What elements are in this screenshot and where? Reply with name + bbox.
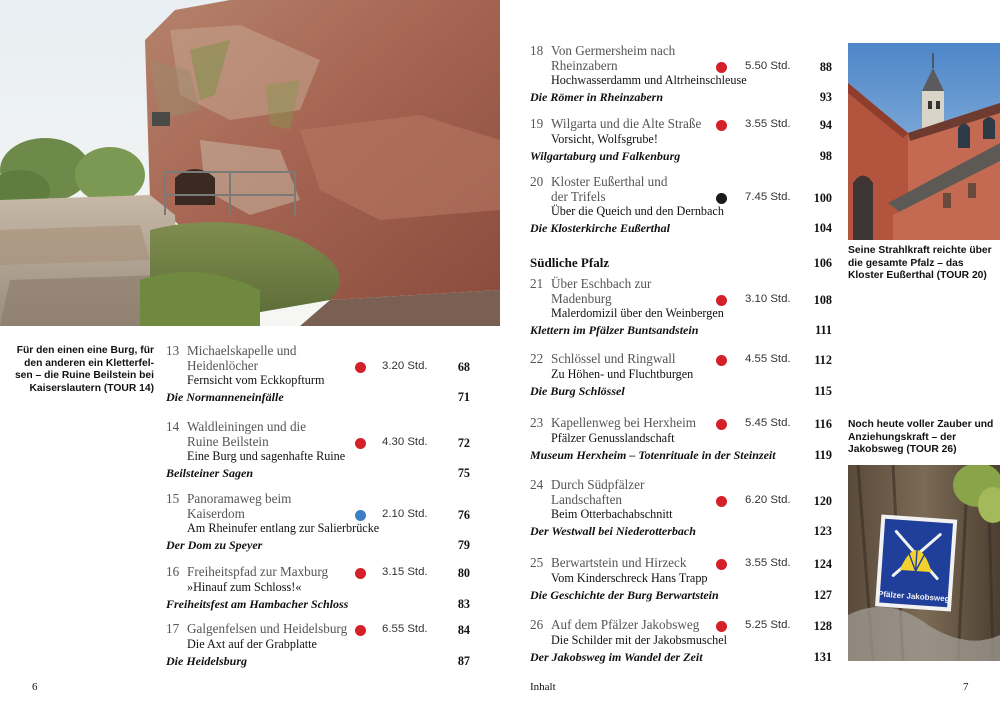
tour-page[interactable]: 68 — [457, 359, 470, 374]
tour-title-line: Kaiserdom — [187, 505, 245, 521]
difficulty-dot-red — [355, 625, 366, 636]
tour-title-line: Waldleiningen und die — [187, 419, 307, 434]
tour-number: 21 — [530, 276, 544, 291]
difficulty-dot-blue — [355, 510, 366, 521]
photo-caption-jakobsweg: Noch heute voller Zauber und Anziehungskraft – der Jakobsweg (TOUR 26) — [848, 419, 994, 455]
tour-subtitle: Malerdomizil über den Weinbergen — [551, 306, 724, 321]
tour-duration: 6.20 Std. — [745, 493, 791, 506]
tour-number: 15 — [166, 491, 180, 506]
tour-subtitle: »Hinauf zum Schloss!« — [187, 579, 302, 594]
tour-subtitle: Die Axt auf der Grabplatte — [187, 636, 317, 651]
tour-number: 22 — [530, 351, 544, 366]
section-heading-suedliche-pfalz: Südliche Pfalz — [530, 255, 610, 270]
difficulty-dot-red — [716, 295, 727, 306]
tour-number: 26 — [530, 617, 544, 632]
tour-title-line: Von Germersheim nach — [551, 43, 676, 58]
difficulty-dot-red — [716, 496, 727, 507]
photo-jakobsweg-sign — [848, 465, 1000, 661]
tour-story-page[interactable]: 79 — [457, 538, 470, 553]
tour-story-page[interactable]: 83 — [457, 596, 470, 611]
tour-subtitle: Vorsicht, Wolfsgrube! — [551, 131, 658, 146]
tour-duration: 3.55 Std. — [745, 118, 791, 130]
tour-title-line: Schlössel und Ringwall — [551, 351, 676, 366]
tour-title-line: Über Eschbach zur — [551, 276, 652, 291]
tour-story-title[interactable]: Die Normanneneinfälle — [166, 390, 284, 405]
tour-page[interactable]: 124 — [813, 557, 832, 571]
tour-subtitle: Am Rheinufer entlang zur Salierbrücke — [187, 521, 380, 536]
tour-duration: 5.25 Std. — [745, 619, 791, 631]
tour-duration: 2.10 Std. — [382, 507, 428, 520]
tour-title-line: Madenburg — [551, 290, 612, 306]
difficulty-dot-red — [716, 621, 727, 632]
tour-duration: 3.55 Std. — [745, 557, 791, 569]
tour-page[interactable]: 100 — [813, 190, 832, 205]
difficulty-dot-red — [716, 419, 727, 430]
tour-duration: 7.45 Std. — [745, 190, 791, 203]
tour-story-page[interactable]: 127 — [813, 587, 832, 602]
tour-title-line: Kloster Eußerthal und — [551, 174, 668, 189]
tour-number: 14 — [166, 419, 180, 434]
tour-story-title[interactable]: Museum Herxheim – Totenrituale in der Steinzeit — [530, 447, 776, 462]
tour-page[interactable]: 120 — [813, 493, 832, 508]
tour-number: 16 — [166, 564, 180, 579]
tour-duration: 6.55 Std. — [382, 623, 428, 635]
photo-caption-kloster: Seine Strahlkraft reichte über die gesamte Pfalz – das Kloster Eußerthal (TOUR 20) — [848, 245, 992, 281]
tour-story-page[interactable]: 93 — [819, 90, 832, 105]
tour-story-page[interactable]: 115 — [814, 383, 832, 398]
tour-title-line: Ruine Beilstein — [187, 433, 269, 449]
tour-title-line: Freiheitspfad zur Maxburg — [187, 564, 329, 579]
tour-page[interactable]: 116 — [814, 417, 832, 431]
tour-duration: 3.20 Std. — [382, 359, 428, 372]
tour-story-title[interactable]: Der Jakobsweg im Wandel der Zeit — [530, 649, 703, 664]
difficulty-dot-red — [355, 568, 366, 579]
photo-kloster-eusserthal — [848, 43, 1000, 240]
tour-duration: 4.55 Std. — [745, 353, 791, 365]
tour-story-page[interactable]: 71 — [457, 390, 470, 405]
sign-label: Pfälzer Jakobsweg — [877, 589, 950, 604]
tour-subtitle: Fernsicht vom Eckkopfturm — [187, 373, 325, 388]
difficulty-dot-red — [716, 62, 727, 73]
tour-page[interactable]: 128 — [813, 619, 832, 633]
tour-title-line: Heidenlöcher — [187, 357, 259, 373]
tour-duration: 5.45 Std. — [745, 417, 791, 429]
tour-page[interactable]: 84 — [457, 623, 470, 637]
tour-title-line: Berwartstein und Hirzeck — [551, 555, 687, 570]
page-number-left: 6 — [32, 681, 38, 693]
tour-title-line: Landschaften — [551, 491, 623, 507]
tour-story-title[interactable]: Klettern im Pfälzer Buntsandstein — [530, 323, 699, 338]
running-footer: Inhalt — [530, 681, 556, 693]
tour-story-page[interactable]: 131 — [813, 649, 832, 664]
tour-page[interactable]: 94 — [819, 118, 832, 132]
tour-title-line: Auf dem Pfälzer Jakobsweg — [551, 617, 700, 632]
difficulty-dot-red — [355, 438, 366, 449]
tour-number: 17 — [166, 621, 180, 636]
tour-title-line: Galgenfelsen und Heidelsburg — [187, 621, 348, 636]
tour-story-title[interactable]: Die Geschichte der Burg Berwartstein — [530, 587, 719, 602]
photo-ruine-beilstein — [0, 0, 500, 326]
tour-number: 13 — [166, 343, 180, 358]
tour-subtitle: Eine Burg und sagenhafte Ruine — [187, 449, 346, 464]
tour-title-line: Wilgarta und die Alte Straße — [551, 116, 702, 131]
tour-page[interactable]: 80 — [457, 566, 470, 580]
tour-story-page[interactable]: 104 — [813, 221, 832, 236]
difficulty-dot-red — [716, 355, 727, 366]
tour-story-page[interactable]: 111 — [815, 323, 832, 338]
tour-subtitle: Zu Höhen- und Fluchtburgen — [551, 366, 694, 381]
tour-story-title[interactable]: Wilgartaburg und Falkenburg — [530, 148, 681, 163]
tour-story-title[interactable]: Die Römer in Rheinzabern — [530, 90, 664, 105]
tour-story-page[interactable]: 98 — [819, 148, 832, 163]
tour-subtitle: Vom Kinderschreck Hans Trapp — [551, 570, 708, 585]
tour-number: 25 — [530, 555, 544, 570]
tour-title-line: der Trifels — [551, 188, 606, 204]
tour-title-line: Rheinzabern — [551, 57, 618, 73]
tour-story-title[interactable]: Die Burg Schlössel — [530, 383, 625, 398]
tour-number: 20 — [530, 174, 544, 189]
tour-number: 18 — [530, 43, 544, 58]
tour-story-title[interactable]: Die Heidelsburg — [166, 653, 247, 668]
difficulty-dot-red — [355, 362, 366, 373]
tour-title-line: Panoramaweg beim — [187, 491, 292, 506]
tour-number: 24 — [530, 477, 544, 492]
tour-subtitle: Über die Queich und den Dernbach — [551, 204, 724, 219]
tour-subtitle: Hochwasserdamm und Altrheinschleuse — [551, 73, 747, 88]
tour-duration: 3.15 Std. — [382, 566, 428, 578]
tour-story-title[interactable]: Der Dom zu Speyer — [166, 538, 263, 553]
tour-story-page[interactable]: 119 — [814, 447, 832, 462]
tour-story-title[interactable]: Beilsteiner Sagen — [166, 466, 254, 481]
tour-story-title[interactable]: Der Westwall bei Niederotterbach — [530, 524, 696, 539]
tour-story-title[interactable]: Die Klosterkirche Eußerthal — [530, 221, 671, 236]
tour-duration: 5.50 Std. — [745, 59, 791, 72]
tour-page[interactable]: 88 — [819, 59, 832, 74]
tour-subtitle: Beim Otterbachabschnitt — [551, 507, 673, 522]
tour-subtitle: Pfälzer Genusslandschaft — [551, 430, 675, 445]
tour-page[interactable]: 72 — [457, 435, 470, 450]
tour-page[interactable]: 108 — [813, 292, 832, 307]
tour-page[interactable]: 112 — [814, 353, 832, 367]
tour-number: 23 — [530, 415, 544, 430]
tour-story-page[interactable]: 75 — [457, 466, 470, 481]
tour-duration: 3.10 Std. — [745, 292, 791, 305]
tour-number: 19 — [530, 116, 544, 131]
difficulty-dot-black — [716, 193, 727, 204]
tour-page[interactable]: 76 — [457, 507, 470, 522]
photo-caption-left: Für den einen eine Burg, für den anderen ein Kletterfel-sen – die Ruine Beilstein bei Kaiserslautern (TOUR 14) — [14, 345, 154, 394]
tour-title-line: Durch Südpfälzer — [551, 477, 645, 492]
tour-story-page[interactable]: 123 — [813, 524, 832, 539]
difficulty-dot-red — [716, 120, 727, 131]
tour-story-title[interactable]: Freiheitsfest am Hambacher Schloss — [166, 596, 349, 611]
page-number-right: 7 — [963, 681, 969, 693]
tour-title-line: Kapellenweg bei Herxheim — [551, 415, 697, 430]
difficulty-dot-red — [716, 559, 727, 570]
tour-title-line: Michaelskapelle und — [187, 343, 297, 358]
tour-story-page[interactable]: 87 — [457, 653, 470, 668]
tour-duration: 4.30 Std. — [382, 435, 428, 448]
tour-subtitle: Die Schilder mit der Jakobsmuschel — [551, 632, 728, 647]
section-heading-page: 106 — [813, 256, 832, 270]
